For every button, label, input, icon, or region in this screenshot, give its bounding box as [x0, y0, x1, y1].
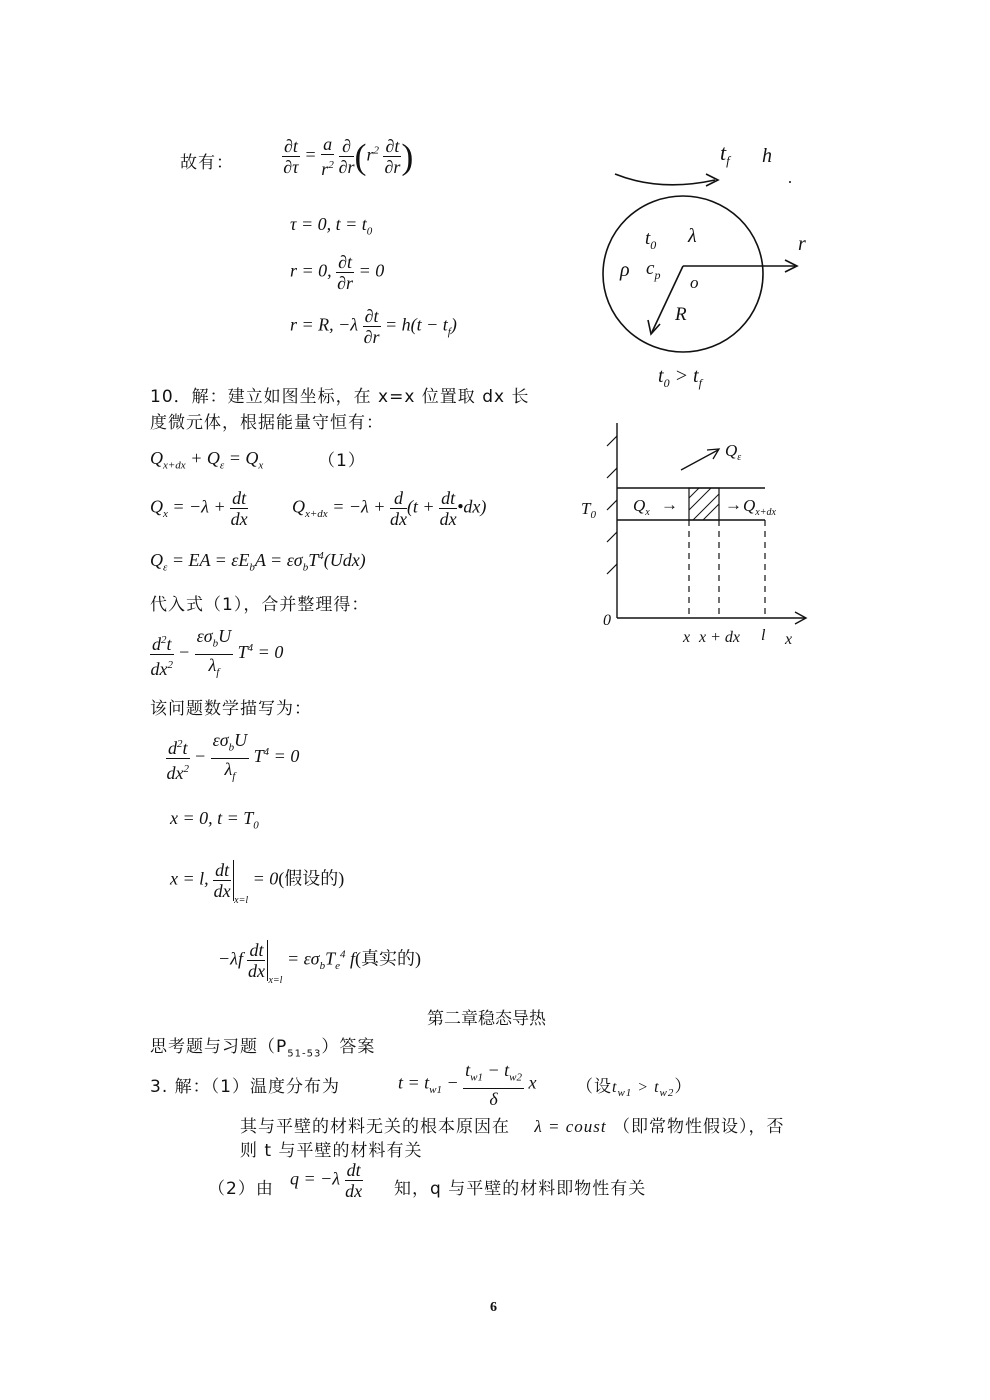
origin-label: 0	[603, 612, 611, 629]
sec3-reason-line2: 则 t 与平壁的材料有关	[240, 1141, 423, 1161]
q-epsilon-eq: $Q_\varepsilon$ = EA = $\varepsilon E_bA = \varepsilon\sigma_bT^4(Udx)$	[150, 550, 366, 574]
sec3-part2-label: （2）由	[208, 1179, 274, 1199]
label-lambda: λ	[688, 225, 697, 247]
label-T0: $T_0$	[581, 499, 596, 521]
chapter-subtitle: 思考题与习题$(P_{51-53})$答案	[150, 1037, 376, 1060]
tick-x-dx: x + dx	[699, 629, 740, 646]
sec10-intro-line1: 10．解：建立如图坐标，在 x=x 位置取 dx 长	[150, 387, 530, 407]
fourier-law-eq: q = −λ $\frac{dt}{dx}$	[290, 1160, 363, 1201]
label-h: h	[762, 145, 772, 167]
page-number: 6	[490, 1300, 497, 1315]
label-tf: $t_f$	[720, 140, 730, 168]
label-q-eps: $Q_\varepsilon$	[725, 441, 742, 463]
sec3-reason-line1: 其与平壁的材料无关的根本原因在 λ = coust （即常物性假设），否	[240, 1117, 785, 1137]
math-desc-text: 该问题数学描写为：	[150, 699, 312, 719]
fin-figure	[575, 418, 815, 658]
tick-x: x	[683, 629, 691, 646]
label-qx-dx: $Q_{x+dx}$	[743, 496, 776, 518]
qx-eq: $Q_x = -\lambda$ + $\frac{dt}{dx}$	[150, 488, 248, 529]
caption-t0-gt-tf: $t_0 > t_f$	[658, 365, 702, 390]
center-condition: r = 0, $\frac{\partial t}{\partial r}$ = 0	[290, 252, 385, 293]
sec10-intro-line2: 度微元体，根据能量守恒有：	[150, 413, 384, 433]
flow-arrow	[615, 174, 715, 185]
bc-tip-assumed: x = l, $\frac{dt}{dx}$ $_{x=l}$ = 0(假设的)	[170, 860, 345, 906]
heat-equation-spherical: $\frac{\partial t}{\partial\tau}$ = $\frac{a}{r^2}$ $\frac{\partial}{\partial r}$ ($r^2$ $\frac{\partial t}{\partial r}$ )	[283, 134, 414, 179]
label-r: r	[798, 233, 806, 255]
label-o: o	[690, 273, 699, 292]
fin-ode-1: $\frac{d^2t}{dx^2}$ − $\frac{\varepsilon\sigma_bU}{\lambda_f}$ $T^4 = 0$	[150, 626, 284, 679]
temperature-distribution-eq: $t = t_{w1}$ − $\frac{t_{w1} - t_{w2}}{\delta}$ x	[398, 1060, 537, 1109]
surface-condition: r = R, −λ $\frac{\partial t}{\partial r}$ = $h(t - t_f)$	[290, 306, 457, 347]
bc-base: x = 0, $t = T_0$	[170, 808, 259, 832]
substitute-text: 代入式（1），合并整理得：	[150, 595, 370, 615]
qx-dx-eq: $Q_{x+dx} = -\lambda$ + $\frac{d}{dx}$ (t + $\frac{dt}{dx}$ •dx)	[292, 488, 487, 529]
axis-x-label: x	[785, 631, 793, 648]
sec3-part1-label: 3. 解：（1）温度分布为	[150, 1077, 340, 1097]
svg-text:→: →	[661, 495, 678, 514]
svg-text:→: →	[725, 495, 742, 514]
label-R: R	[675, 304, 687, 325]
initial-condition: τ = 0, $t = t_0$	[290, 214, 373, 238]
energy-balance-eq: $Q_{x+dx} + Q_\varepsilon = Q_x$	[150, 448, 264, 472]
label-gu-you: 故有：	[180, 153, 234, 173]
label-rho: ρ	[620, 259, 630, 281]
sphere-figure	[590, 130, 830, 400]
fin-ode-2: $\frac{d^2t}{dx^2}$ − $\frac{\varepsilon\sigma_bU}{\lambda_f}$ $T^4 = 0$	[166, 730, 300, 783]
tick-l: l	[761, 627, 766, 644]
eq-tag-1: （1）	[318, 451, 366, 471]
label-qx: $Q_x$	[633, 496, 650, 518]
label-t0: $t_0$	[645, 228, 657, 252]
chapter-title: 第二章稳态导热	[427, 1009, 546, 1029]
sec3-assumption: （设$t_{w1} > t_{w2}$）	[576, 1077, 693, 1100]
label-cp: $c_p$	[646, 258, 661, 282]
sec3-part2-post: 知，q 与平壁的材料即物性有关	[394, 1179, 647, 1199]
bc-tip-true: −λf $\frac{dt}{dx}$ $_{x=l} = \varepsilon\sigma_bT_e^4$ f(真实的)	[218, 940, 421, 986]
